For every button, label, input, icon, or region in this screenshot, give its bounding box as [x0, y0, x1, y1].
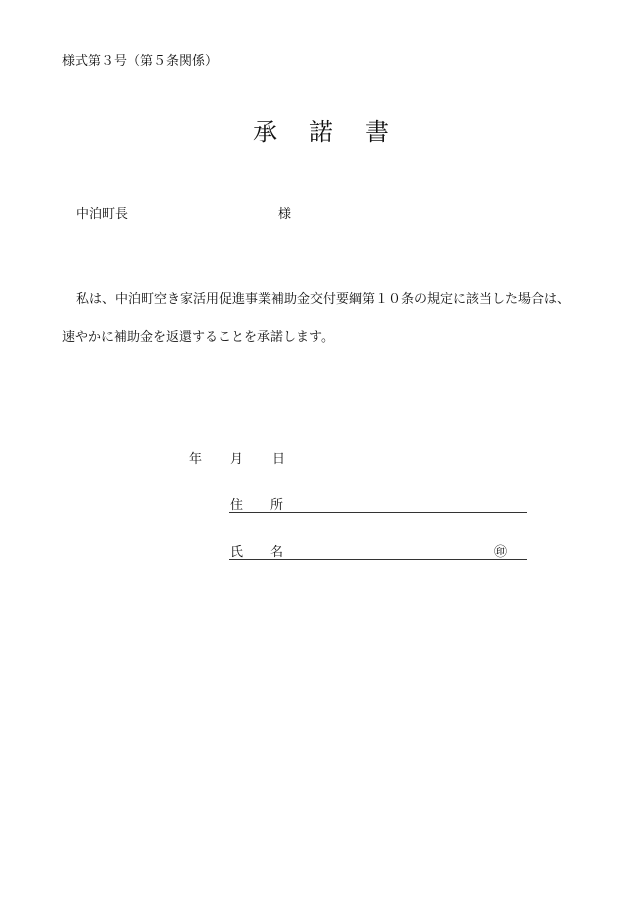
document-title: 承 諾 書 [253, 118, 393, 146]
seal-icon: ㊞ [493, 545, 507, 560]
date-month-label: 月 [230, 452, 244, 467]
name-field [229, 541, 527, 560]
form-number: 様式第３号（第５条関係） [62, 54, 219, 69]
body-text-line-2: 速やかに補助金を返還することを承諾します。 [62, 330, 334, 345]
body-text-line-1: 私は、中泊町空き家活用促進事業補助金交付要綱第１０条の規定に該当した場合は、 [76, 292, 571, 307]
date-year-label: 年 [189, 452, 203, 467]
addressee-honorific: 様 [278, 207, 292, 222]
name-label-char-1: 氏 [230, 545, 244, 560]
addressee-name: 中泊町長 [76, 207, 129, 222]
address-label-char-2: 所 [270, 498, 284, 513]
address-field [229, 494, 527, 513]
date-day-label: 日 [272, 452, 286, 467]
address-label-char-1: 住 [230, 498, 244, 513]
name-label-char-2: 名 [270, 545, 284, 560]
